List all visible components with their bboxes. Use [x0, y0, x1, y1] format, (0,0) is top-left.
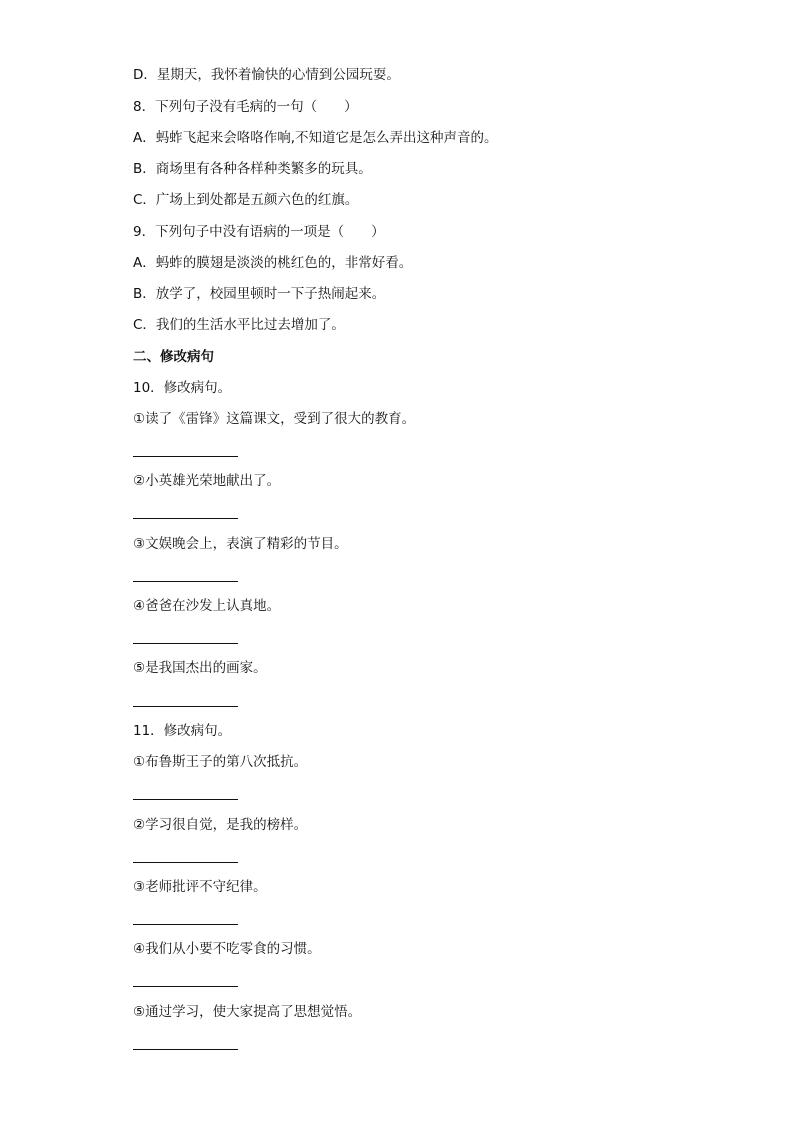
q8-option-a: A．蚂蚱飞起来会咯咯作响,不知道它是怎么弄出这种声音的。: [133, 130, 498, 146]
q7-option-d: D．星期天，我怀着愉快的心情到公园玩耍。: [133, 67, 400, 83]
q11-item-4: ④我们从小要不吃零食的习惯。: [133, 941, 321, 957]
q10-item-3: ③文娱晚会上，表演了精彩的节目。: [133, 536, 348, 552]
q8-option-b: B．商场里有各种各样种类繁多的玩具。: [133, 161, 372, 177]
q8-prompt: 8．下列句子没有毛病的一句（ ）: [133, 99, 358, 115]
q11-item-5: ⑤通过学习，使大家提高了思想觉悟。: [133, 1004, 362, 1020]
q11-answer-line-4[interactable]: [133, 986, 238, 987]
q9-prompt: 9．下列句子中没有语病的一项是（ ）: [133, 224, 385, 240]
q9-option-a: A．蚂蚱的膜翅是淡淡的桃红色的，非常好看。: [133, 255, 413, 271]
q11-item-2: ②学习很自觉，是我的榜样。: [133, 817, 308, 833]
q10-item-4: ④爸爸在沙发上认真地。: [133, 598, 281, 614]
q11-answer-line-3[interactable]: [133, 924, 238, 925]
section-heading: 二、修改病句: [133, 349, 214, 365]
q9-option-c: C．我们的生活水平比过去增加了。: [133, 317, 345, 333]
q11-answer-line-5[interactable]: [133, 1049, 238, 1050]
q9-option-b: B．放学了，校园里顿时一下子热闹起来。: [133, 286, 386, 302]
q11-item-3: ③老师批评不守纪律。: [133, 879, 267, 895]
q10-item-1: ①读了《雷锋》这篇课文，受到了很大的教育。: [133, 411, 416, 427]
q8-option-c: C．广场上到处都是五颜六色的红旗。: [133, 192, 359, 208]
q11-item-1: ①布鲁斯王子的第八次抵抗。: [133, 754, 308, 770]
q10-answer-line-2[interactable]: [133, 518, 238, 519]
q11-answer-line-2[interactable]: [133, 862, 238, 863]
q10-answer-line-3[interactable]: [133, 581, 238, 582]
q10-item-2: ②小英雄光荣地献出了。: [133, 473, 281, 489]
q10-answer-line-1[interactable]: [133, 456, 238, 457]
q10-answer-line-5[interactable]: [133, 706, 238, 707]
q11-title: 11．修改病句。: [133, 723, 232, 739]
q11-answer-line-1[interactable]: [133, 799, 238, 800]
q10-item-5: ⑤是我国杰出的画家。: [133, 660, 267, 676]
q10-answer-line-4[interactable]: [133, 643, 238, 644]
q10-title: 10．修改病句。: [133, 380, 232, 396]
